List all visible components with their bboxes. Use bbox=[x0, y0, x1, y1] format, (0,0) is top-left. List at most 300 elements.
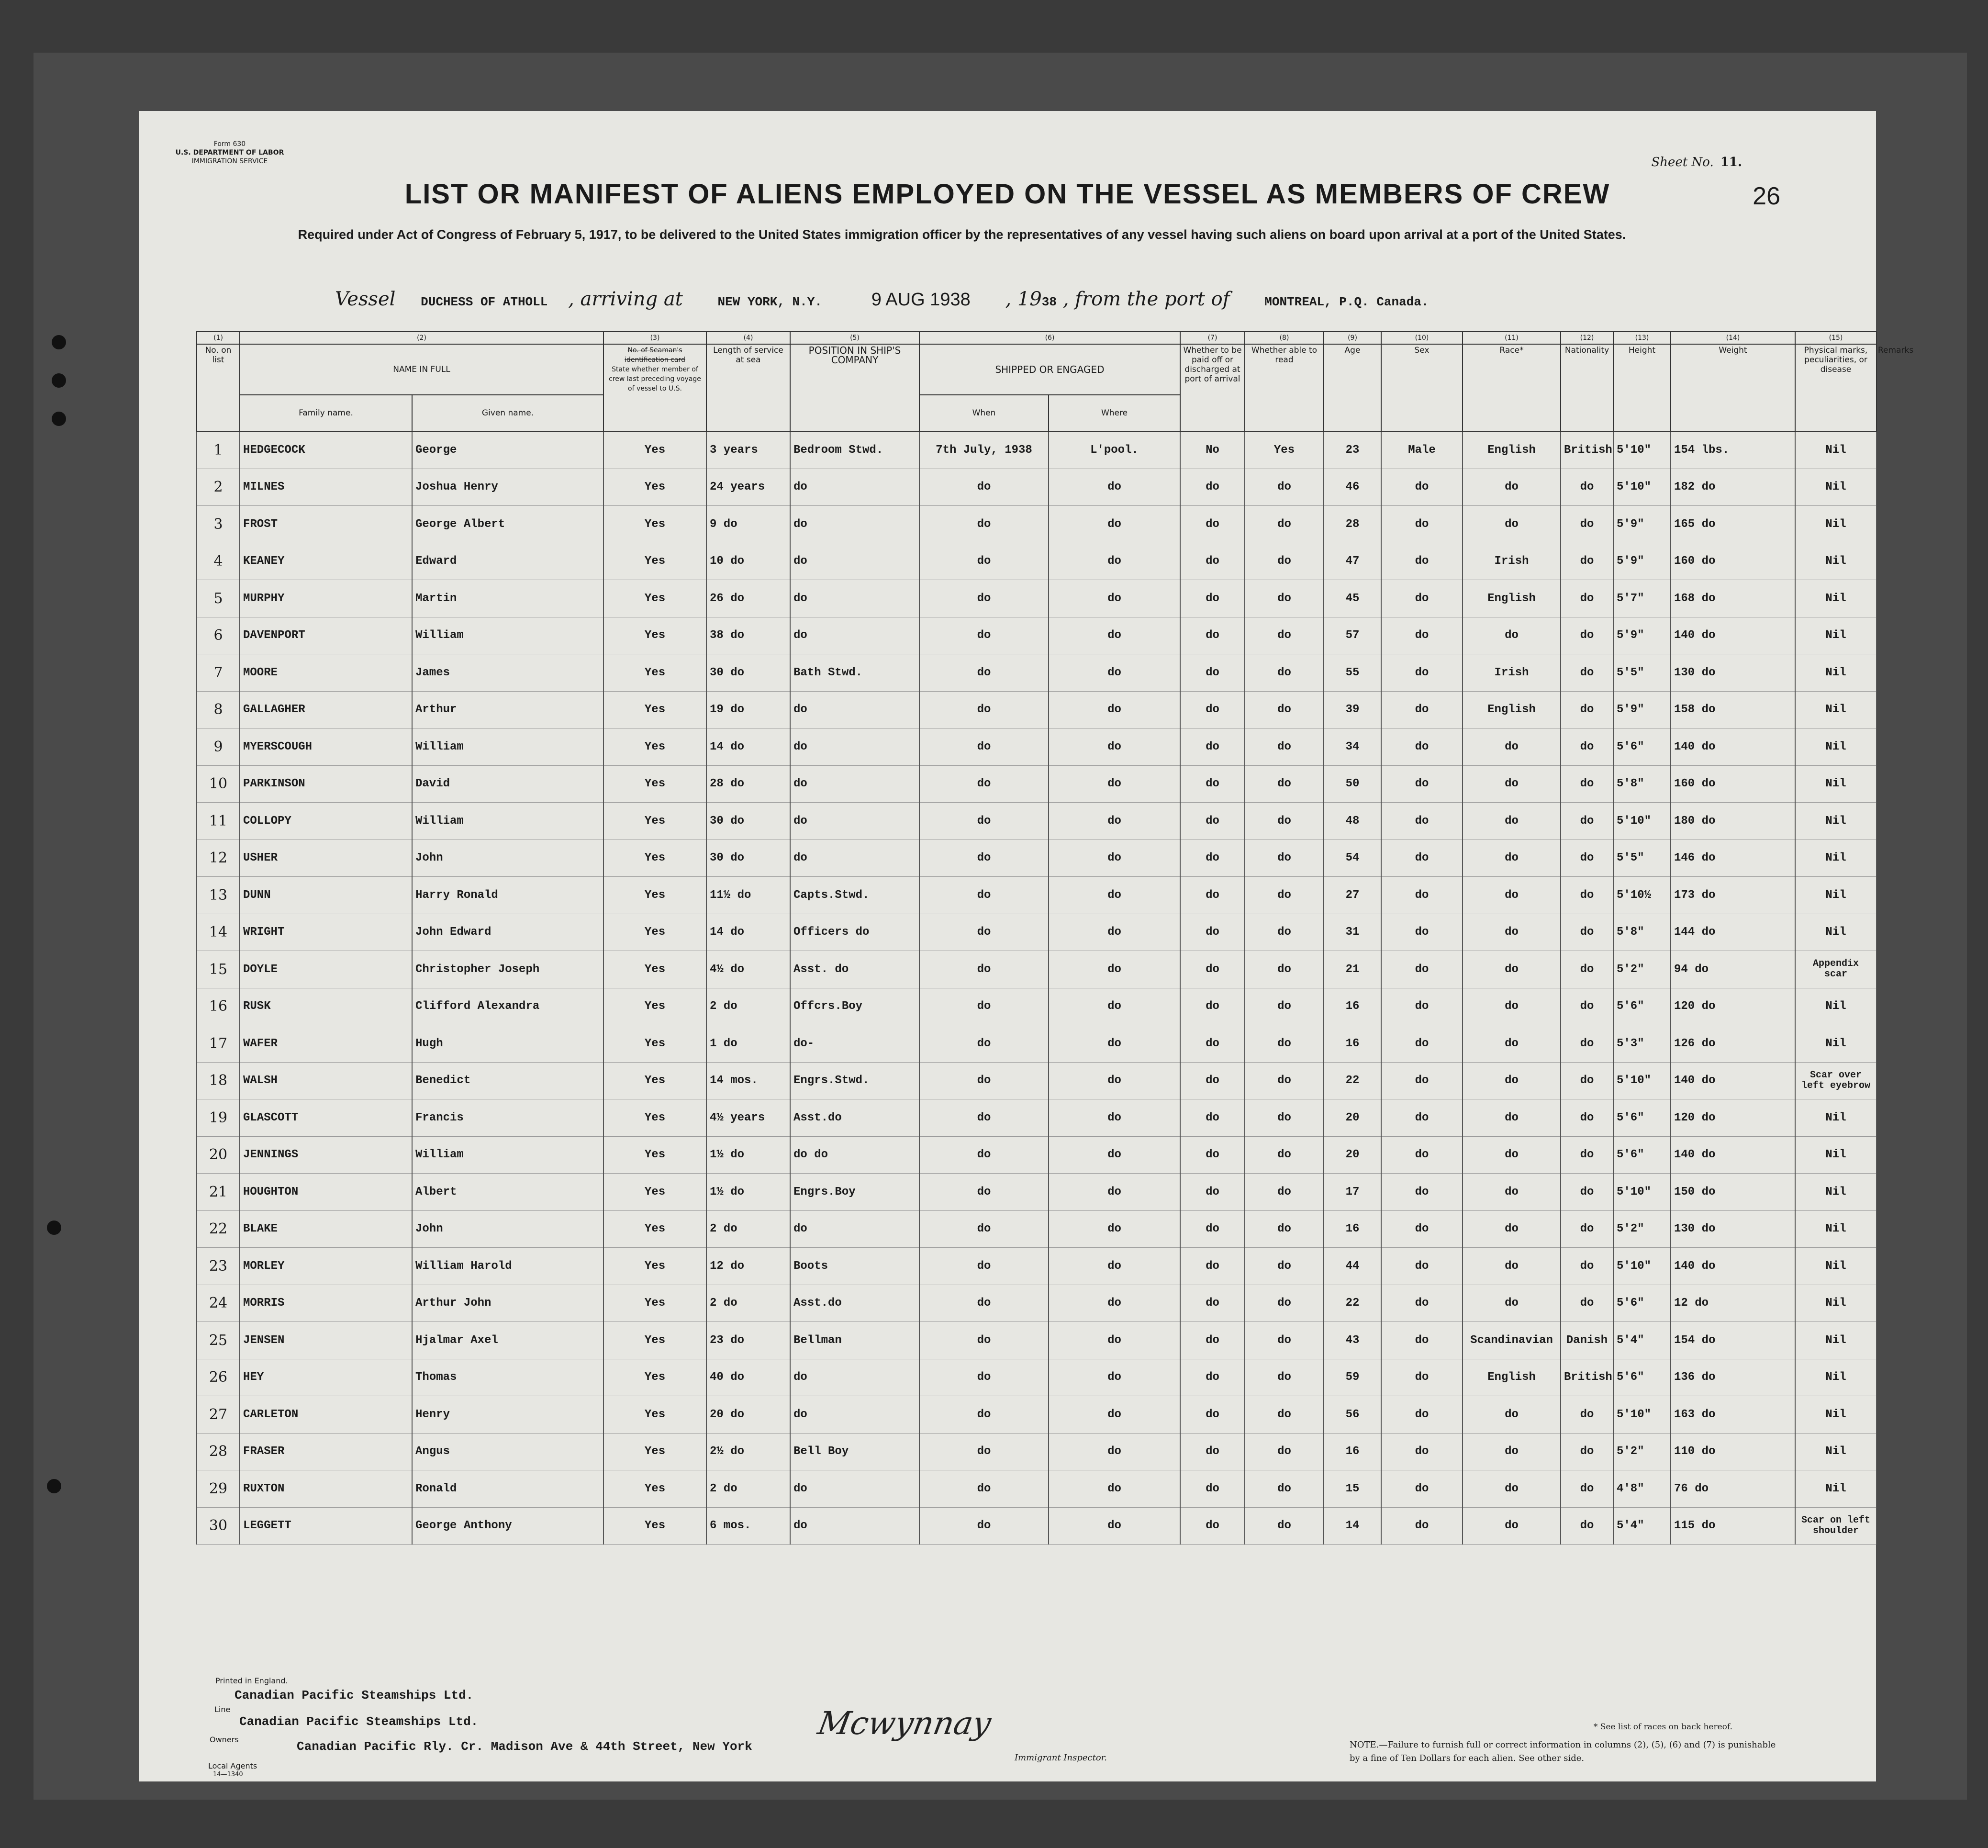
header-height: Height bbox=[1613, 344, 1671, 431]
height: 5'8" bbox=[1613, 914, 1671, 951]
header-family-name: Family name. bbox=[240, 395, 412, 431]
vessel-name: DUCHESS OF ATHOLL bbox=[421, 295, 548, 309]
nationality: British bbox=[1561, 431, 1613, 469]
row-number: 22 bbox=[197, 1210, 240, 1248]
family-name: BLAKE bbox=[240, 1210, 412, 1248]
race: do bbox=[1463, 1099, 1561, 1137]
height: 5'10" bbox=[1613, 1248, 1671, 1285]
race: Scandinavian bbox=[1463, 1322, 1561, 1359]
position: do bbox=[790, 1210, 919, 1248]
family-name: DUNN bbox=[240, 877, 412, 914]
weight: 144 do bbox=[1671, 914, 1795, 951]
given-name: Clifford Alexandra bbox=[412, 988, 603, 1025]
race: do bbox=[1463, 877, 1561, 914]
given-name: George Albert bbox=[412, 506, 603, 543]
binder-hole bbox=[52, 373, 66, 388]
position: Boots bbox=[790, 1248, 919, 1285]
paid-off: do bbox=[1180, 1062, 1245, 1099]
prev-voyage: Yes bbox=[603, 506, 706, 543]
line-value: Canadian Pacific Steamships Ltd. bbox=[235, 1688, 474, 1702]
prev-voyage: Yes bbox=[603, 1433, 706, 1470]
age: 57 bbox=[1324, 617, 1381, 654]
physical-marks: Nil bbox=[1795, 469, 1876, 506]
position: Capts.Stwd. bbox=[790, 877, 919, 914]
race: do bbox=[1463, 840, 1561, 877]
sex: do bbox=[1381, 1248, 1463, 1285]
paid-off: do bbox=[1180, 1507, 1245, 1545]
able-to-read: do bbox=[1245, 1025, 1324, 1063]
col-number: (12) bbox=[1561, 332, 1613, 344]
length-of-service: 40 do bbox=[706, 1359, 790, 1396]
nationality: do bbox=[1561, 1174, 1613, 1211]
physical-marks: Nil bbox=[1795, 728, 1876, 766]
height: 5'2" bbox=[1613, 1433, 1671, 1470]
height: 5'8" bbox=[1613, 765, 1671, 803]
nationality: do bbox=[1561, 877, 1613, 914]
row-number: 10 bbox=[197, 765, 240, 803]
height: 5'5" bbox=[1613, 654, 1671, 692]
row-number: 29 bbox=[197, 1470, 240, 1508]
position: do bbox=[790, 1396, 919, 1434]
family-name: JENNINGS bbox=[240, 1136, 412, 1174]
col-number: (6) bbox=[919, 332, 1180, 344]
race: do bbox=[1463, 506, 1561, 543]
header-sex: Sex bbox=[1381, 344, 1463, 431]
age: 16 bbox=[1324, 1433, 1381, 1470]
header-paid-off: Whether to be paid off or discharged at port of arrival bbox=[1180, 344, 1245, 431]
race: do bbox=[1463, 1136, 1561, 1174]
place-engaged: do bbox=[1049, 1210, 1180, 1248]
form-service: IMMIGRATION SERVICE bbox=[191, 157, 268, 165]
paid-off: do bbox=[1180, 580, 1245, 617]
place-engaged: do bbox=[1049, 691, 1180, 728]
race: do bbox=[1463, 469, 1561, 506]
sex: do bbox=[1381, 988, 1463, 1025]
able-to-read: do bbox=[1245, 765, 1324, 803]
row-number: 18 bbox=[197, 1062, 240, 1099]
col-number: (2) bbox=[240, 332, 603, 344]
physical-marks: Nil bbox=[1795, 1025, 1876, 1063]
family-name: GLASCOTT bbox=[240, 1099, 412, 1137]
length-of-service: 1 do bbox=[706, 1025, 790, 1063]
position: Asst.do bbox=[790, 1099, 919, 1137]
position: Asst. do bbox=[790, 951, 919, 988]
col-number: (13) bbox=[1613, 332, 1671, 344]
height: 4'8" bbox=[1613, 1470, 1671, 1508]
place-engaged: do bbox=[1049, 951, 1180, 988]
header-seaman-struck: No. of Seaman's identification card bbox=[625, 347, 685, 364]
paid-off: do bbox=[1180, 1396, 1245, 1434]
place-engaged: do bbox=[1049, 840, 1180, 877]
age: 28 bbox=[1324, 506, 1381, 543]
weight: 140 do bbox=[1671, 1248, 1795, 1285]
position: Bell Boy bbox=[790, 1433, 919, 1470]
able-to-read: do bbox=[1245, 914, 1324, 951]
age: 50 bbox=[1324, 765, 1381, 803]
able-to-read: do bbox=[1245, 728, 1324, 766]
row-number: 2 bbox=[197, 469, 240, 506]
family-name: LEGGETT bbox=[240, 1507, 412, 1545]
paid-off: do bbox=[1180, 840, 1245, 877]
given-name: Joshua Henry bbox=[412, 469, 603, 506]
date-engaged: do bbox=[919, 1099, 1049, 1137]
able-to-read: do bbox=[1245, 951, 1324, 988]
prev-voyage: Yes bbox=[603, 1210, 706, 1248]
age: 59 bbox=[1324, 1359, 1381, 1396]
given-name: John bbox=[412, 1210, 603, 1248]
from-port-label: , from the port of bbox=[1062, 288, 1230, 310]
age: 17 bbox=[1324, 1174, 1381, 1211]
date-engaged: do bbox=[919, 1062, 1049, 1099]
sex: do bbox=[1381, 728, 1463, 766]
able-to-read: do bbox=[1245, 1507, 1324, 1545]
sex: do bbox=[1381, 1322, 1463, 1359]
given-name: George Anthony bbox=[412, 1507, 603, 1545]
prev-voyage: Yes bbox=[603, 803, 706, 840]
sex: do bbox=[1381, 1136, 1463, 1174]
sex: do bbox=[1381, 877, 1463, 914]
sex: do bbox=[1381, 469, 1463, 506]
given-name: William bbox=[412, 617, 603, 654]
weight: 110 do bbox=[1671, 1433, 1795, 1470]
nationality: do bbox=[1561, 840, 1613, 877]
paid-off: do bbox=[1180, 617, 1245, 654]
table-row bbox=[197, 506, 1876, 543]
position: do bbox=[790, 728, 919, 766]
physical-marks: Nil bbox=[1795, 914, 1876, 951]
race: do bbox=[1463, 765, 1561, 803]
paid-off: do bbox=[1180, 1433, 1245, 1470]
row-number: 24 bbox=[197, 1285, 240, 1322]
weight: 130 do bbox=[1671, 654, 1795, 692]
given-name: James bbox=[412, 654, 603, 692]
able-to-read: Yes bbox=[1245, 431, 1324, 469]
weight: 140 do bbox=[1671, 1062, 1795, 1099]
form-department: U.S. DEPARTMENT OF LABOR bbox=[175, 149, 284, 157]
paid-off: do bbox=[1180, 1359, 1245, 1396]
length-of-service: 3 years bbox=[706, 431, 790, 469]
place-engaged: do bbox=[1049, 1174, 1180, 1211]
row-number: 16 bbox=[197, 988, 240, 1025]
age: 22 bbox=[1324, 1062, 1381, 1099]
owners-label: Owners bbox=[210, 1735, 239, 1744]
place-engaged: L'pool. bbox=[1049, 431, 1180, 469]
sex: do bbox=[1381, 1210, 1463, 1248]
length-of-service: 30 do bbox=[706, 840, 790, 877]
page-number: 26 bbox=[1753, 182, 1780, 210]
length-of-service: 38 do bbox=[706, 617, 790, 654]
paid-off: do bbox=[1180, 1210, 1245, 1248]
prev-voyage: Yes bbox=[603, 691, 706, 728]
manifest-sheet bbox=[139, 111, 1876, 1781]
sex: do bbox=[1381, 1396, 1463, 1434]
family-name: WALSH bbox=[240, 1062, 412, 1099]
date-engaged: do bbox=[919, 691, 1049, 728]
height: 5'4" bbox=[1613, 1322, 1671, 1359]
table-row bbox=[197, 728, 1876, 766]
nationality: do bbox=[1561, 728, 1613, 766]
height: 5'2" bbox=[1613, 951, 1671, 988]
row-number: 1 bbox=[197, 431, 240, 469]
length-of-service: 30 do bbox=[706, 803, 790, 840]
header-no-on-list: No. on list bbox=[197, 344, 240, 431]
table-row bbox=[197, 1210, 1876, 1248]
age: 31 bbox=[1324, 914, 1381, 951]
able-to-read: do bbox=[1245, 1396, 1324, 1434]
table-row bbox=[197, 1099, 1876, 1137]
age: 14 bbox=[1324, 1507, 1381, 1545]
prev-voyage: Yes bbox=[603, 1359, 706, 1396]
weight: 146 do bbox=[1671, 840, 1795, 877]
prev-voyage: Yes bbox=[603, 654, 706, 692]
header-weight: Weight bbox=[1671, 344, 1795, 431]
sex: do bbox=[1381, 1062, 1463, 1099]
length-of-service: 2 do bbox=[706, 1470, 790, 1508]
vessel-label: Vessel bbox=[335, 288, 396, 310]
nationality: do bbox=[1561, 803, 1613, 840]
position: Bath Stwd. bbox=[790, 654, 919, 692]
able-to-read: do bbox=[1245, 1248, 1324, 1285]
weight: 180 do bbox=[1671, 803, 1795, 840]
table-row bbox=[197, 1322, 1876, 1359]
position: do bbox=[790, 1359, 919, 1396]
position: Bellman bbox=[790, 1322, 919, 1359]
weight: 120 do bbox=[1671, 1099, 1795, 1137]
family-name: MYERSCOUGH bbox=[240, 728, 412, 766]
table-row bbox=[197, 1025, 1876, 1063]
date-engaged: do bbox=[919, 1359, 1049, 1396]
given-name: Albert bbox=[412, 1174, 603, 1211]
row-number: 17 bbox=[197, 1025, 240, 1063]
place-engaged: do bbox=[1049, 914, 1180, 951]
physical-marks: Nil bbox=[1795, 617, 1876, 654]
family-name: JENSEN bbox=[240, 1322, 412, 1359]
height: 5'3" bbox=[1613, 1025, 1671, 1063]
paid-off: do bbox=[1180, 914, 1245, 951]
able-to-read: do bbox=[1245, 877, 1324, 914]
race: English bbox=[1463, 1359, 1561, 1396]
sex: do bbox=[1381, 617, 1463, 654]
height: 5'7" bbox=[1613, 580, 1671, 617]
place-engaged: do bbox=[1049, 1099, 1180, 1137]
col-number: (8) bbox=[1245, 332, 1324, 344]
length-of-service: 10 do bbox=[706, 543, 790, 580]
place-engaged: do bbox=[1049, 1396, 1180, 1434]
col-number: (4) bbox=[706, 332, 790, 344]
family-name: CARLETON bbox=[240, 1396, 412, 1434]
nationality: do bbox=[1561, 1099, 1613, 1137]
table-row bbox=[197, 1433, 1876, 1470]
length-of-service: 2 do bbox=[706, 988, 790, 1025]
prev-voyage: Yes bbox=[603, 1470, 706, 1508]
row-number: 9 bbox=[197, 728, 240, 766]
sheet-number-value: 11. bbox=[1720, 155, 1742, 169]
family-name: MURPHY bbox=[240, 580, 412, 617]
able-to-read: do bbox=[1245, 506, 1324, 543]
age: 56 bbox=[1324, 1396, 1381, 1434]
header-name-in-full: NAME IN FULL bbox=[240, 344, 603, 395]
prev-voyage: Yes bbox=[603, 1322, 706, 1359]
row-number: 19 bbox=[197, 1099, 240, 1137]
row-number: 12 bbox=[197, 840, 240, 877]
length-of-service: 23 do bbox=[706, 1322, 790, 1359]
height: 5'10" bbox=[1613, 1396, 1671, 1434]
row-number: 15 bbox=[197, 951, 240, 988]
family-name: FROST bbox=[240, 506, 412, 543]
prev-voyage: Yes bbox=[603, 1025, 706, 1063]
height: 5'10" bbox=[1613, 1062, 1671, 1099]
length-of-service: 12 do bbox=[706, 1248, 790, 1285]
prev-voyage: Yes bbox=[603, 728, 706, 766]
table-row bbox=[197, 1396, 1876, 1434]
length-of-service: 24 years bbox=[706, 469, 790, 506]
place-engaged: do bbox=[1049, 1062, 1180, 1099]
paid-off: do bbox=[1180, 1136, 1245, 1174]
sex: do bbox=[1381, 914, 1463, 951]
age: 48 bbox=[1324, 803, 1381, 840]
position: do do bbox=[790, 1136, 919, 1174]
binder-hole bbox=[52, 335, 66, 349]
given-name: Angus bbox=[412, 1433, 603, 1470]
date-engaged: do bbox=[919, 654, 1049, 692]
agents-value: Canadian Pacific Rly. Cr. Madison Ave & 44th Street, New York bbox=[297, 1739, 752, 1754]
prev-voyage: Yes bbox=[603, 431, 706, 469]
sheet-number bbox=[1652, 155, 1742, 169]
header-race: Race* bbox=[1463, 344, 1561, 431]
physical-marks: Nil bbox=[1795, 1285, 1876, 1322]
position: do bbox=[790, 617, 919, 654]
header-nationality: Nationality bbox=[1561, 344, 1613, 431]
family-name: HEY bbox=[240, 1359, 412, 1396]
header-seaman bbox=[603, 344, 706, 431]
physical-marks: Scar on left shoulder bbox=[1795, 1507, 1876, 1545]
date-engaged: do bbox=[919, 506, 1049, 543]
physical-marks: Nil bbox=[1795, 1433, 1876, 1470]
weight: 136 do bbox=[1671, 1359, 1795, 1396]
position: do bbox=[790, 840, 919, 877]
prev-voyage: Yes bbox=[603, 1062, 706, 1099]
height: 5'10½ bbox=[1613, 877, 1671, 914]
paid-off: do bbox=[1180, 765, 1245, 803]
physical-marks: Nil bbox=[1795, 1359, 1876, 1396]
physical-marks: Nil bbox=[1795, 988, 1876, 1025]
nationality: Danish bbox=[1561, 1322, 1613, 1359]
table-row bbox=[197, 765, 1876, 803]
date-engaged: do bbox=[919, 840, 1049, 877]
family-name: GALLAGHER bbox=[240, 691, 412, 728]
table-row bbox=[197, 1136, 1876, 1174]
nationality: do bbox=[1561, 469, 1613, 506]
race: do bbox=[1463, 951, 1561, 988]
family-name: FRASER bbox=[240, 1433, 412, 1470]
physical-marks: Nil bbox=[1795, 877, 1876, 914]
position: Asst.do bbox=[790, 1285, 919, 1322]
row-number: 5 bbox=[197, 580, 240, 617]
able-to-read: do bbox=[1245, 1099, 1324, 1137]
race: do bbox=[1463, 1470, 1561, 1508]
place-engaged: do bbox=[1049, 580, 1180, 617]
nationality: do bbox=[1561, 1433, 1613, 1470]
weight: 126 do bbox=[1671, 1025, 1795, 1063]
given-name: Francis bbox=[412, 1099, 603, 1137]
header-shipped-engaged: SHIPPED OR ENGAGED bbox=[919, 344, 1180, 395]
sex: do bbox=[1381, 1507, 1463, 1545]
able-to-read: do bbox=[1245, 1136, 1324, 1174]
family-name: MORLEY bbox=[240, 1248, 412, 1285]
height: 5'9" bbox=[1613, 617, 1671, 654]
physical-marks: Nil bbox=[1795, 1136, 1876, 1174]
able-to-read: do bbox=[1245, 543, 1324, 580]
nationality: do bbox=[1561, 1285, 1613, 1322]
race: do bbox=[1463, 1025, 1561, 1063]
given-name: William Harold bbox=[412, 1248, 603, 1285]
paid-off: do bbox=[1180, 1025, 1245, 1063]
owners-value: Canadian Pacific Steamships Ltd. bbox=[239, 1714, 479, 1729]
length-of-service: 1½ do bbox=[706, 1174, 790, 1211]
paid-off: do bbox=[1180, 877, 1245, 914]
paid-off: do bbox=[1180, 728, 1245, 766]
race: do bbox=[1463, 803, 1561, 840]
physical-marks: Nil bbox=[1795, 691, 1876, 728]
position: do bbox=[790, 580, 919, 617]
date-engaged: do bbox=[919, 1210, 1049, 1248]
physical-marks: Nil bbox=[1795, 1322, 1876, 1359]
paid-off: do bbox=[1180, 543, 1245, 580]
row-number: 26 bbox=[197, 1359, 240, 1396]
physical-marks: Nil bbox=[1795, 580, 1876, 617]
row-number: 14 bbox=[197, 914, 240, 951]
nationality: do bbox=[1561, 988, 1613, 1025]
position: do- bbox=[790, 1025, 919, 1063]
length-of-service: 28 do bbox=[706, 765, 790, 803]
table-row bbox=[197, 803, 1876, 840]
paid-off: do bbox=[1180, 951, 1245, 988]
place-engaged: do bbox=[1049, 506, 1180, 543]
height: 5'4" bbox=[1613, 1507, 1671, 1545]
sex: do bbox=[1381, 506, 1463, 543]
date-engaged: do bbox=[919, 1396, 1049, 1434]
race: Irish bbox=[1463, 654, 1561, 692]
given-name: George bbox=[412, 431, 603, 469]
prev-voyage: Yes bbox=[603, 1396, 706, 1434]
paid-off: do bbox=[1180, 1248, 1245, 1285]
table-row bbox=[197, 431, 1876, 469]
paid-off: do bbox=[1180, 654, 1245, 692]
prev-voyage: Yes bbox=[603, 1285, 706, 1322]
given-name: William bbox=[412, 728, 603, 766]
family-name: MOORE bbox=[240, 654, 412, 692]
date-engaged: do bbox=[919, 617, 1049, 654]
race: do bbox=[1463, 1062, 1561, 1099]
sex: do bbox=[1381, 1470, 1463, 1508]
column-number-row bbox=[197, 332, 1876, 344]
given-name: Martin bbox=[412, 580, 603, 617]
paid-off: do bbox=[1180, 1322, 1245, 1359]
line-label: Line bbox=[214, 1705, 231, 1714]
length-of-service: 19 do bbox=[706, 691, 790, 728]
age: 45 bbox=[1324, 580, 1381, 617]
able-to-read: do bbox=[1245, 654, 1324, 692]
header-physical-marks: Physical marks, peculiarities, or disease bbox=[1795, 344, 1876, 431]
page-subtitle: Required under Act of Congress of February 5, 1917, to be delivered to the United States immigration officer by the representatives of any vessel having such aliens on board upon arrival at a port of the United States. bbox=[298, 227, 1626, 242]
header-able-to-read: Whether able to read bbox=[1245, 344, 1324, 431]
form-header bbox=[158, 140, 302, 166]
physical-marks: Nil bbox=[1795, 1396, 1876, 1434]
given-name: Hjalmar Axel bbox=[412, 1322, 603, 1359]
nationality: do bbox=[1561, 580, 1613, 617]
place-engaged: do bbox=[1049, 1507, 1180, 1545]
inspector-label: Immigrant Inspector. bbox=[1015, 1753, 1107, 1763]
